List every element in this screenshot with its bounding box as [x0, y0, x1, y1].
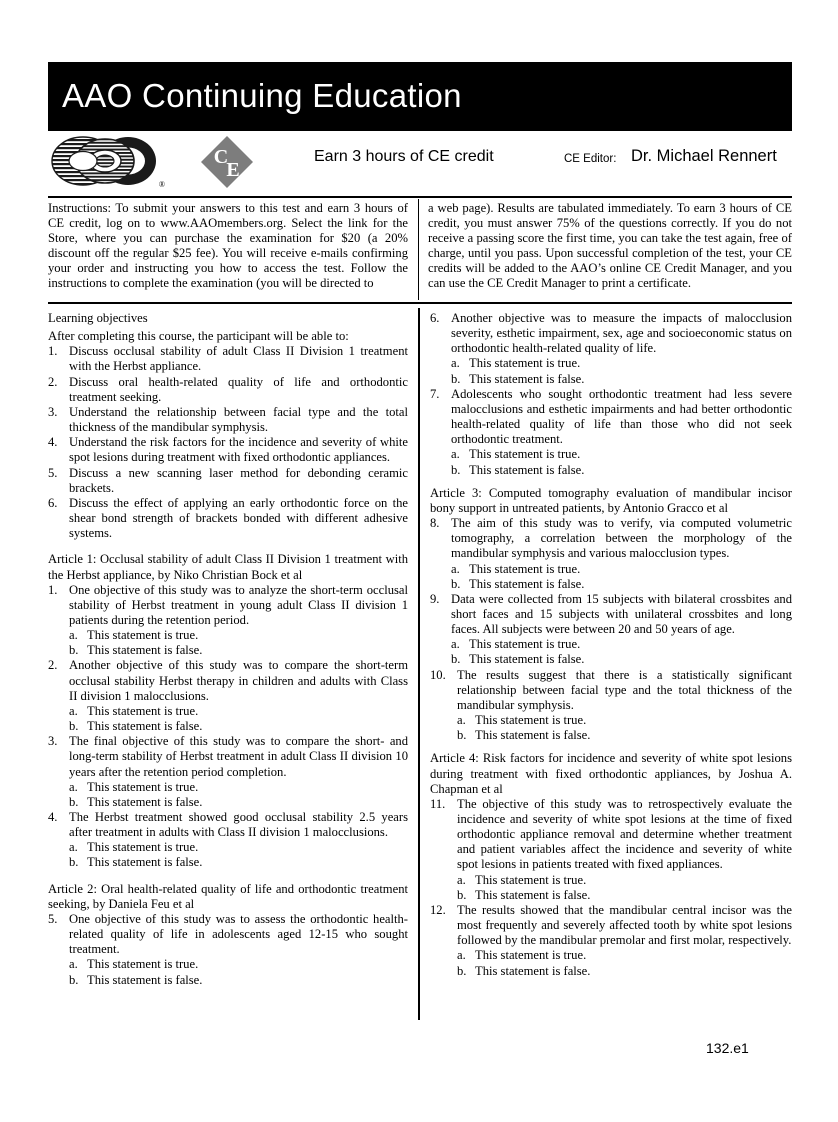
item-text: Discuss a new scanning laser method for debonding ceramic brackets. — [69, 465, 408, 495]
item-number: 6. — [48, 495, 58, 510]
list-item — [48, 344, 408, 374]
question-item — [48, 810, 408, 871]
answer-option-false[interactable] — [457, 888, 792, 903]
question-item — [430, 387, 792, 478]
answer-text: This statement is true. — [87, 628, 199, 643]
answer-option-true[interactable] — [451, 447, 792, 462]
answer-text: This statement is false. — [87, 643, 203, 658]
svg-text:C: C — [213, 146, 229, 168]
answer-label: b. — [457, 963, 467, 978]
item-number: 1. — [48, 344, 58, 359]
answer-option-false[interactable] — [69, 795, 408, 810]
question-text: One objective of this study was to assess the orthodontic health-related quality of life in adolescents aged 12-15 who sought treatment. — [69, 911, 408, 957]
question-text: The results showed that the mandibular central incisor was the most frequently and severely affected tooth by white spot lesions followed by the mandibular premolar and first molar, respectively. — [457, 902, 792, 948]
answer-text: This statement is true. — [469, 447, 581, 462]
answer-option-false[interactable] — [69, 855, 408, 870]
question-item — [48, 734, 408, 810]
answer-text: This statement is false. — [87, 855, 203, 870]
answer-label: b. — [451, 652, 461, 667]
question-number: 9. — [430, 591, 440, 606]
item-text: Discuss the effect of applying an early orthodontic force on the shear bond strength of brackets bonded with different adhesive systems. — [69, 495, 408, 541]
question-number: 12. — [430, 902, 446, 917]
answer-option-true[interactable] — [69, 957, 408, 972]
answer-text: This statement is true. — [475, 713, 587, 728]
answer-option-true[interactable] — [69, 628, 408, 643]
answer-text: This statement is true. — [469, 561, 581, 576]
answer-options — [457, 948, 792, 978]
answer-option-true[interactable] — [451, 562, 792, 577]
item-text: Understand the relationship between facial type and the total thickness of the mandibular symphysis. — [69, 404, 408, 435]
answer-text: This statement is false. — [469, 462, 585, 477]
answer-options — [451, 637, 792, 667]
item-text: Discuss occlusal stability of adult Class II Division 1 treatment with the Herbst appliance. — [69, 344, 408, 374]
article-3-questions — [430, 516, 792, 743]
answer-label: a. — [457, 948, 466, 963]
page-number: 132.e1 — [706, 1040, 749, 1056]
ce-editor-label: CE Editor: — [564, 153, 617, 165]
question-text: The objective of this study was to retrospectively evaluate the incidence and severity of white spot lesions at the time of fixed orthodontic appliance removal and determine whether treatment and patient variables affect the incidence and severity of white spot lesions in patients treated with fixed appliances. — [457, 796, 792, 872]
answer-options — [69, 704, 408, 734]
list-item — [48, 405, 408, 435]
body-column-divider — [418, 308, 420, 1020]
question-number: 7. — [430, 386, 440, 401]
list-item — [48, 375, 408, 405]
answer-label: a. — [451, 447, 460, 462]
aao-logo — [50, 135, 165, 189]
answer-label: a. — [451, 356, 460, 371]
question-item — [430, 592, 792, 668]
question-number: 3. — [48, 734, 58, 749]
answer-label: b. — [457, 728, 467, 743]
question-item — [430, 903, 792, 979]
answer-text: This statement is false. — [469, 371, 585, 386]
answer-text: This statement is true. — [469, 637, 581, 652]
question-item — [430, 668, 792, 744]
answer-option-true[interactable] — [457, 713, 792, 728]
answer-option-false[interactable] — [69, 719, 408, 734]
answer-text: This statement is false. — [87, 794, 203, 809]
question-item — [430, 311, 792, 387]
item-number: 3. — [48, 404, 58, 419]
ce-diamond-logo — [200, 135, 254, 189]
answer-label: b. — [451, 462, 461, 477]
question-text: Another objective was to measure the impacts of malocclusion severity, esthetic impairment, sex, age and socioeconomic status on orthodontic health-related quality of life. — [451, 311, 792, 356]
article-2-questions-right — [430, 311, 792, 478]
answer-text: This statement is true. — [469, 356, 581, 371]
question-text: The final objective of this study was to compare the short- and long-term stability of Herbst treatment in adult Class II division 10 years after the retention period completion. — [69, 734, 408, 779]
answer-options — [69, 628, 408, 658]
question-item — [430, 797, 792, 903]
answer-text: This statement is true. — [87, 957, 199, 972]
answer-option-false[interactable] — [69, 973, 408, 988]
svg-text:E: E — [226, 159, 240, 181]
answer-label: a. — [451, 637, 460, 652]
question-item — [48, 912, 408, 988]
question-text: The Herbst treatment showed good occlusal stability 2.5 years after treatment in adults with Class II division 1 malocclusions. — [69, 810, 408, 840]
answer-option-true[interactable] — [69, 780, 408, 795]
answer-option-true[interactable] — [457, 948, 792, 963]
answer-options — [457, 873, 792, 903]
question-item — [48, 658, 408, 734]
item-number: 2. — [48, 374, 58, 389]
article-4-questions — [430, 797, 792, 979]
answer-option-true[interactable] — [69, 704, 408, 719]
answer-text: This statement is true. — [475, 872, 587, 887]
answer-option-false[interactable] — [451, 463, 792, 478]
instructions-left-column — [48, 201, 408, 292]
instructions-right-column — [428, 201, 792, 292]
question-text: One objective of this study was to analyze the short-term occlusal stability of Herbst treatment in young adult Class II division 1 patients during the retention period. — [69, 582, 408, 627]
list-item — [48, 496, 408, 541]
answer-option-false[interactable] — [451, 652, 792, 667]
question-number: 8. — [430, 516, 440, 531]
item-text: Understand the risk factors for the incidence and severity of white spot lesions during treatment with fixed orthodontic appliances. — [69, 435, 408, 465]
answer-text: This statement is true. — [87, 840, 199, 855]
learning-objectives-heading: Learning objectives — [48, 311, 148, 325]
answer-label: b. — [457, 887, 467, 902]
answer-options — [451, 356, 792, 386]
article-3-heading: Article 3: Computed tomography evaluation of mandibular incisor bony support in untreated patients, by Antonio Gracco et al — [430, 485, 792, 515]
answer-text: This statement is false. — [469, 576, 585, 591]
question-text: The results suggest that there is a statistically significant relationship between facial type and the total thickness of the mandibular symphysis. — [457, 667, 792, 712]
masthead-banner — [48, 62, 792, 131]
question-number: 6. — [430, 311, 440, 325]
item-text: Discuss oral health-related quality of life and orthodontic treatment seeking. — [69, 374, 408, 404]
answer-text: This statement is false. — [87, 719, 203, 734]
answer-label: a. — [69, 779, 78, 794]
answer-options — [451, 447, 792, 477]
question-number: 1. — [48, 582, 58, 597]
answer-label: b. — [69, 855, 79, 870]
answer-label: b. — [451, 576, 461, 591]
rule-below-instructions — [48, 302, 792, 304]
learning-objectives-intro: After completing this course, the participant will be able to: — [48, 329, 349, 344]
article-4-heading: Article 4: Risk factors for incidence and severity of white spot lesions during treatment with fixed orthodontic appliances, by Joshua A. Chapman et al — [430, 751, 792, 796]
registered-trademark-icon: ® — [158, 180, 165, 189]
answer-options — [69, 780, 408, 810]
question-text: Another objective of this study was to compare the short-term occlusal stability Herbst therapy in children and adults with Class II division 1 malocclusions. — [69, 658, 408, 703]
body-right-column — [430, 311, 792, 979]
body-left-column — [48, 311, 408, 988]
answer-label: b. — [69, 719, 79, 734]
instructions-column-divider — [418, 199, 419, 300]
answer-options — [457, 713, 792, 743]
instructions-left-text: Instructions: To submit your answers to this test and earn 3 hours of CE credit, log on to www.AAOmembers.org. Select the link for the Store, where you can purchase the examination for $20 (a 20% discount off the regular $25 fee). You will receive e-mails confirming your order and instructing you how to access the test. Follow the instructions to complete the examination (you will be directed to — [48, 201, 408, 291]
question-item — [48, 583, 408, 659]
answer-option-false[interactable] — [69, 643, 408, 658]
answer-option-true[interactable] — [451, 637, 792, 652]
answer-text: This statement is false. — [475, 728, 591, 743]
answer-label: a. — [69, 703, 78, 718]
answer-label: a. — [457, 713, 466, 728]
answer-label: b. — [69, 643, 79, 658]
article-2-questions-left — [48, 912, 408, 988]
answer-text: This statement is false. — [475, 887, 591, 902]
answer-label: a. — [457, 872, 466, 887]
question-number: 10. — [430, 667, 446, 682]
question-number: 4. — [48, 810, 58, 824]
answer-text: This statement is true. — [475, 948, 587, 963]
answer-option-true[interactable] — [69, 840, 408, 855]
answer-label: a. — [451, 561, 460, 576]
answer-option-false[interactable] — [451, 372, 792, 387]
question-item — [430, 516, 792, 592]
answer-option-false[interactable] — [457, 964, 792, 979]
answer-text: This statement is true. — [87, 703, 199, 718]
answer-options — [69, 840, 408, 870]
ce-editor-name: Dr. Michael Rennert — [631, 147, 777, 165]
answer-label: a. — [69, 840, 78, 855]
answer-label: b. — [451, 371, 461, 386]
item-number: 5. — [48, 465, 58, 480]
rule-above-instructions — [48, 196, 792, 198]
answer-option-false[interactable] — [451, 577, 792, 592]
answer-text: This statement is false. — [469, 652, 585, 667]
article-1-heading: Article 1: Occlusal stability of adult Class II Division 1 treatment with the Herbst appliance, by Niko Christian Bock et al — [48, 552, 408, 582]
list-item — [48, 435, 408, 465]
answer-options — [69, 957, 408, 987]
question-number: 5. — [48, 911, 58, 926]
answer-label: b. — [69, 972, 79, 987]
answer-options — [451, 562, 792, 592]
answer-text: This statement is true. — [87, 779, 199, 794]
question-number: 11. — [430, 796, 446, 811]
question-text: The aim of this study was to verify, via computed volumetric tomography, a correlation between the morphology of the mandibular symphysis and various malocclusion types. — [451, 516, 792, 561]
answer-label: b. — [69, 794, 79, 809]
answer-option-true[interactable] — [451, 356, 792, 371]
instructions-right-text: a web page). Results are tabulated immediately. To earn 3 hours of CE credit, you must answer 75% of the questions correctly. If you do not receive a passing score the first time, you can take the test again, free of charge, until you pass. Upon successful completion of the test, your CE credits will be added to the AAO’s online CE Credit Manager, and you can use the CE Credit Manager to print a certificate. — [428, 201, 792, 291]
answer-label: a. — [69, 628, 78, 643]
answer-option-true[interactable] — [457, 873, 792, 888]
question-text: Data were collected from 15 subjects with bilateral crossbites and short faces and 15 subjects with unilateral crossbites and long faces. All subjects were between 20 and 50 years of age. — [451, 591, 792, 637]
answer-label: a. — [69, 957, 78, 972]
answer-text: This statement is false. — [475, 963, 591, 978]
question-text: Adolescents who sought orthodontic treatment had less severe malocclusions and esthetic impairments and had better orthodontic health-related quality of life than those who did not seek orthodontic treatment. — [451, 386, 792, 447]
earn-credit-text: Earn 3 hours of CE credit — [314, 148, 494, 165]
answer-text: This statement is false. — [87, 972, 203, 987]
item-number: 4. — [48, 435, 58, 450]
logo-strip — [48, 134, 792, 190]
question-number: 2. — [48, 658, 58, 673]
learning-objectives-list — [48, 344, 408, 541]
list-item — [48, 466, 408, 496]
article-2-heading: Article 2: Oral health-related quality of life and orthodontic treatment seeking, by Daniela Feu et al — [48, 881, 408, 911]
article-1-questions — [48, 583, 408, 871]
answer-option-false[interactable] — [457, 728, 792, 743]
page-title: AAO Continuing Education — [62, 76, 462, 114]
